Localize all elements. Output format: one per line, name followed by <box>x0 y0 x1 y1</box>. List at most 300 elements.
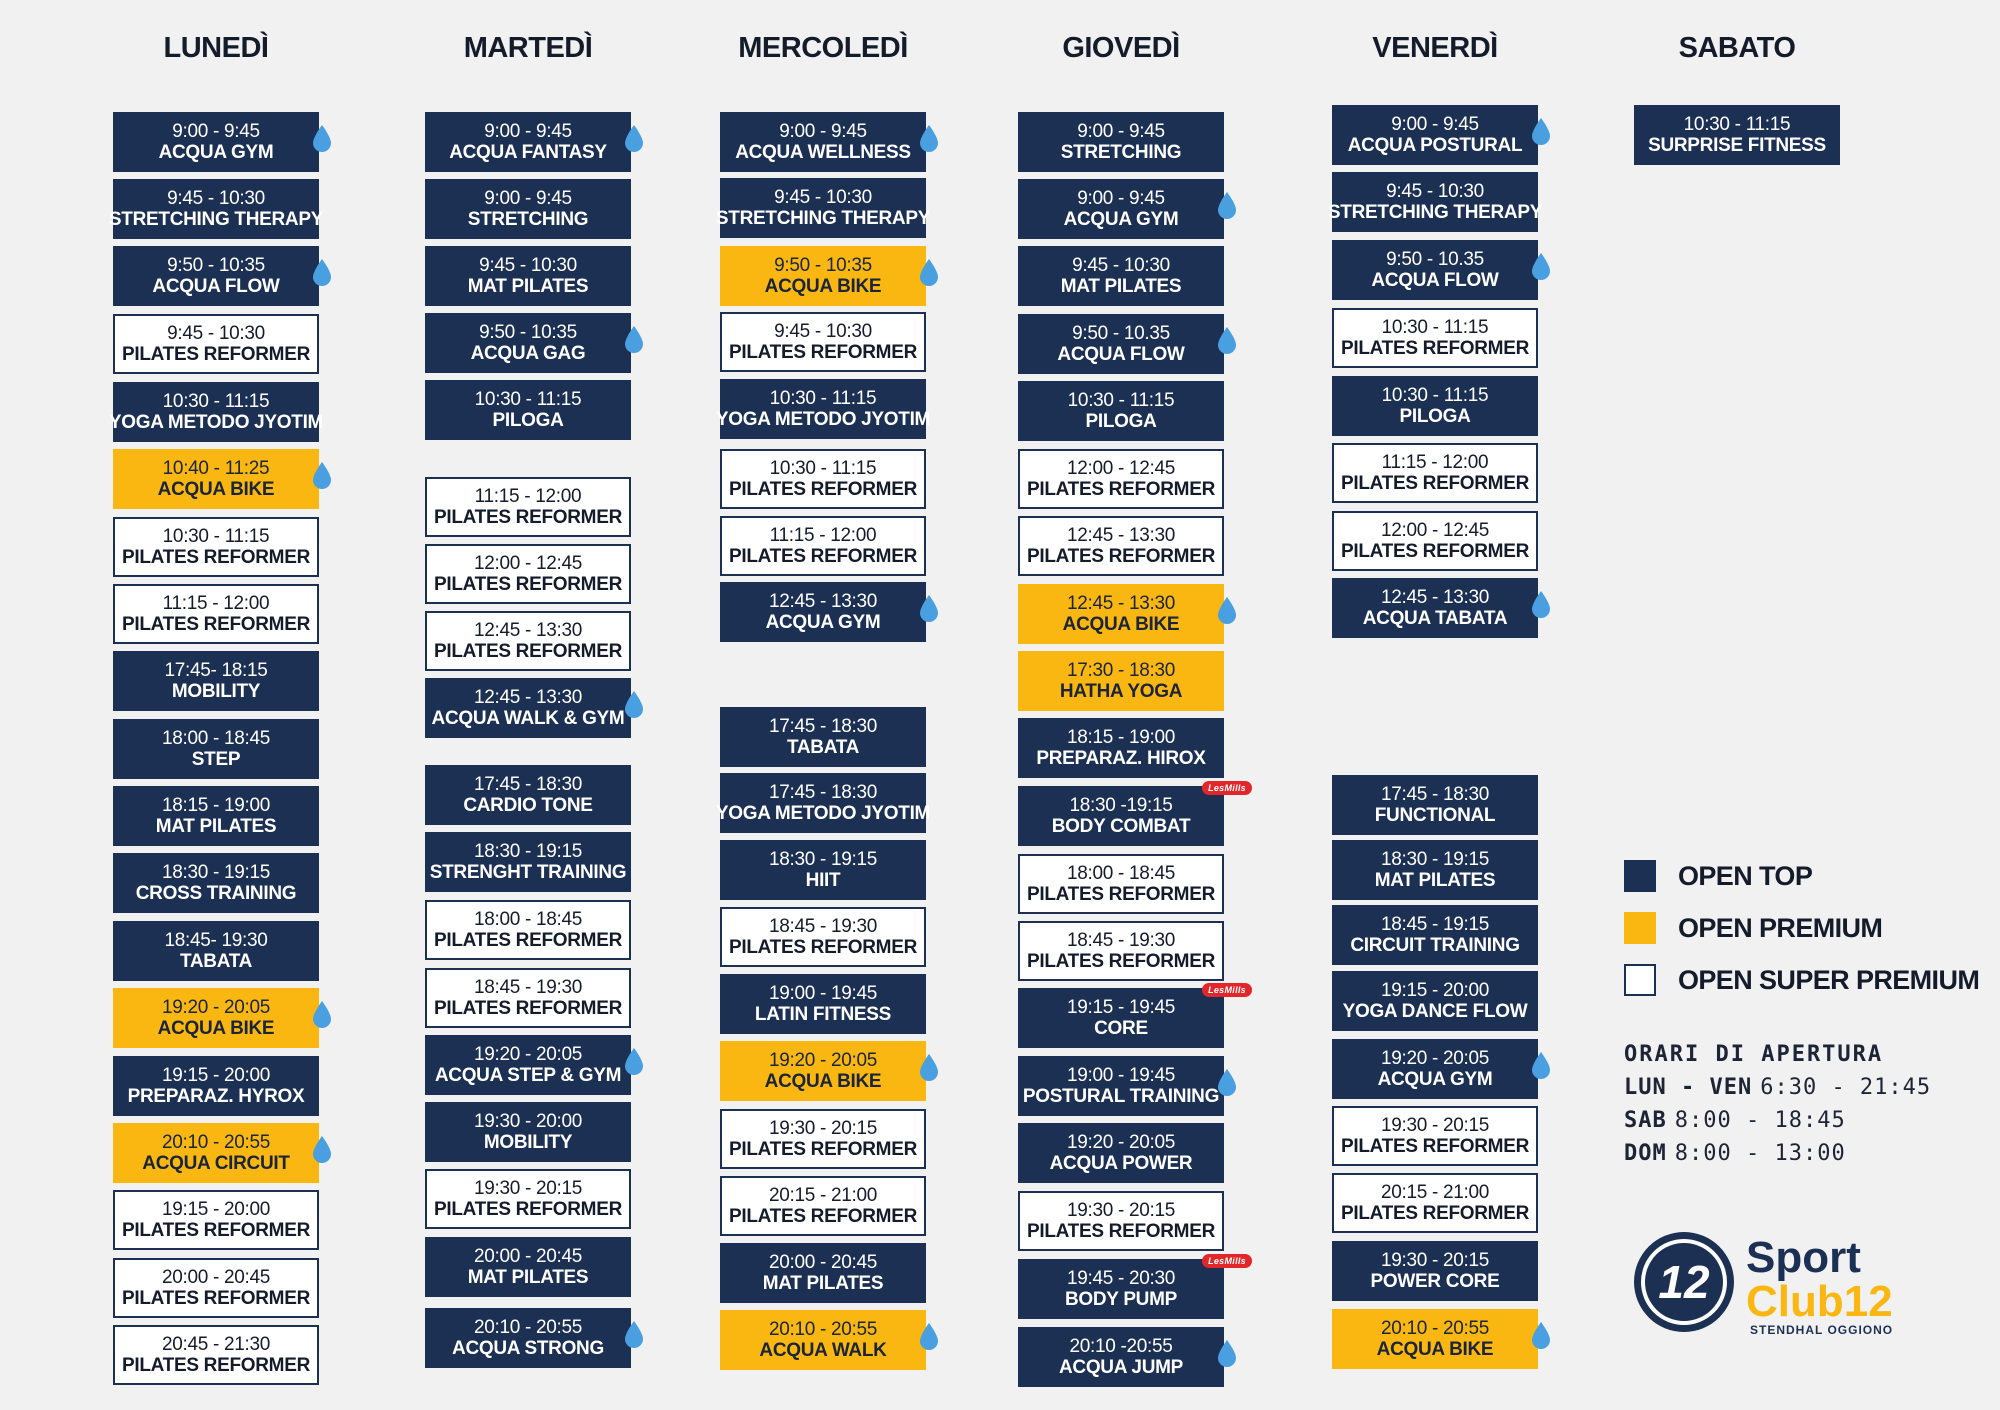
class-time: 18:45 - 19:30 <box>473 976 583 998</box>
class-name: ACQUA BIKE <box>764 276 882 297</box>
class-time: 18:00 - 18:45 <box>1066 862 1176 884</box>
class-card <box>1332 376 1538 436</box>
class-name: STRETCHING THERAPY <box>108 209 324 230</box>
water-drop-icon <box>918 258 940 288</box>
class-card <box>113 517 319 577</box>
class-card <box>1018 1256 1246 1319</box>
sport-club12-logo <box>1628 1222 1918 1342</box>
class-name: PILOGA <box>492 410 564 431</box>
class-card <box>425 380 631 440</box>
class-time: 19:20 - 20:05 <box>1380 1047 1490 1069</box>
class-card <box>113 1056 319 1116</box>
class-card <box>1018 516 1224 576</box>
logo-line1: Sport <box>1746 1233 1861 1282</box>
class-card <box>1332 443 1538 503</box>
class-name: PILATES REFORMER <box>433 1199 623 1220</box>
class-time: 20:15 - 21:00 <box>1380 1181 1490 1203</box>
class-time: 19:15 - 19:45 <box>1066 996 1176 1018</box>
class-time: 19:30 - 20:15 <box>1380 1249 1490 1271</box>
class-name: ACQUA BIKE <box>764 1071 882 1092</box>
class-card <box>720 112 926 172</box>
day-column-mercoledi <box>715 0 931 1410</box>
legend-open-top <box>1624 860 1812 892</box>
class-time: 10:30 - 11:15 <box>1381 384 1489 406</box>
class-time: 19:30 - 20:00 <box>473 1110 583 1132</box>
class-name: PILATES REFORMER <box>121 344 311 365</box>
class-name: STRETCHING THERAPY <box>715 208 931 229</box>
water-drop-icon <box>311 1000 333 1030</box>
class-name: ACQUA POSTURAL <box>1347 135 1523 156</box>
day-column-sabato <box>1634 0 1840 1410</box>
legend-open-super-premium <box>1624 964 1979 996</box>
water-drop-icon <box>623 1320 645 1350</box>
class-name: STEP <box>191 749 241 770</box>
class-time: 17:45 - 18:30 <box>768 715 878 737</box>
water-drop-icon <box>623 1047 645 1077</box>
class-time: 9:45 - 10:30 <box>167 322 265 344</box>
class-card <box>1018 985 1246 1048</box>
class-card <box>425 179 631 239</box>
class-card <box>1327 172 1543 232</box>
class-time: 9:00 - 9:45 <box>172 120 260 142</box>
water-drop-icon <box>311 258 333 288</box>
class-card <box>425 477 631 537</box>
class-card <box>108 382 324 442</box>
class-name: MAT PILATES <box>762 1273 884 1294</box>
legend-open-premium <box>1624 912 1882 944</box>
class-card <box>1018 179 1224 239</box>
water-drop-icon <box>1530 1321 1552 1351</box>
class-name: STRETCHING <box>467 209 589 230</box>
class-card <box>1018 381 1224 441</box>
legend-swatch <box>1624 912 1656 944</box>
class-card <box>425 313 631 373</box>
logo-number: 12 <box>1658 1256 1710 1308</box>
class-name: PILATES REFORMER <box>1026 546 1216 567</box>
class-time: 12:00 - 12:45 <box>1066 457 1176 479</box>
class-card <box>1332 1241 1538 1301</box>
class-time: 11:15 - 12:00 <box>1381 451 1489 473</box>
class-card <box>425 544 631 604</box>
class-card <box>113 1258 319 1318</box>
logo-line2: Club12 <box>1746 1277 1893 1326</box>
class-time: 12:45 - 13:30 <box>768 590 878 612</box>
water-drop-icon <box>1216 1068 1238 1098</box>
class-name: ACQUA FLOW <box>1057 344 1185 365</box>
class-card <box>113 314 319 374</box>
class-time: 19:00 - 19:45 <box>768 982 878 1004</box>
class-time: 19:30 - 20:15 <box>473 1177 583 1199</box>
class-name: POSTURAL TRAINING <box>1022 1086 1220 1107</box>
class-time: 11:15 - 12:00 <box>769 524 877 546</box>
class-time: 10:30 - 11:15 <box>769 387 877 409</box>
class-name: PREPARAZ. HYROX <box>127 1086 305 1107</box>
class-card <box>1634 105 1840 165</box>
class-name: MOBILITY <box>483 1132 573 1153</box>
class-card <box>1018 921 1224 981</box>
class-name: PILATES REFORMER <box>1026 951 1216 972</box>
water-drop-icon <box>623 124 645 154</box>
class-card <box>1018 314 1224 374</box>
class-card <box>1018 783 1246 846</box>
class-card <box>425 1035 631 1095</box>
class-name: ACQUA FLOW <box>1371 270 1499 291</box>
class-time: 17:45 - 18:30 <box>473 773 583 795</box>
opening-hours <box>1624 1042 1931 1174</box>
class-name: MOBILITY <box>171 681 261 702</box>
class-time: 9:00 - 9:45 <box>484 120 572 142</box>
hours-days: LUN - VEN <box>1624 1075 1753 1100</box>
class-time: 20:00 - 20:45 <box>473 1245 583 1267</box>
water-drop-icon <box>1216 596 1238 626</box>
class-name: ACQUA GYM <box>158 142 274 163</box>
class-card <box>720 246 926 306</box>
class-time: 18:30 - 19:15 <box>473 840 583 862</box>
class-time: 20:10 -20:55 <box>1069 1335 1173 1357</box>
class-name: PILATES REFORMER <box>433 574 623 595</box>
class-card <box>1018 1327 1224 1387</box>
class-time: 17:45- 18:15 <box>164 659 268 681</box>
class-card <box>1332 578 1538 638</box>
class-time: 20:00 - 20:45 <box>161 1266 271 1288</box>
class-time: 18:00 - 18:45 <box>473 908 583 930</box>
day-column-martedi <box>425 0 631 1410</box>
day-heading: SABATO <box>1678 32 1796 64</box>
class-time: 9:45 - 10:30 <box>1386 180 1484 202</box>
class-time: 17:30 - 18:30 <box>1066 659 1176 681</box>
day-column-giovedi <box>1018 0 1246 1410</box>
class-time: 19:30 - 20:15 <box>1380 1114 1490 1136</box>
class-card <box>425 112 631 172</box>
class-card <box>113 112 319 172</box>
class-time: 12:00 - 12:45 <box>1380 519 1490 541</box>
class-card <box>1332 840 1538 900</box>
class-name: ACQUA BIKE <box>157 479 275 500</box>
class-name: PILATES REFORMER <box>1340 1203 1530 1224</box>
class-name: PILATES REFORMER <box>121 614 311 635</box>
class-time: 18:30 - 19:15 <box>768 848 878 870</box>
class-time: 19:45 - 20:30 <box>1066 1267 1176 1289</box>
legend-swatch <box>1624 860 1656 892</box>
class-time: 10:30 - 11:15 <box>474 388 582 410</box>
class-time: 9:00 - 9:45 <box>1077 187 1165 209</box>
day-heading: VENERDÌ <box>1372 32 1498 64</box>
legend-label: OPEN PREMIUM <box>1678 912 1883 943</box>
class-card <box>113 921 319 981</box>
class-name: PILATES REFORMER <box>1340 541 1530 562</box>
class-card <box>720 449 926 509</box>
class-card <box>1018 584 1224 644</box>
class-time: 19:20 - 20:05 <box>161 996 271 1018</box>
class-name: ACQUA JUMP <box>1058 1357 1184 1378</box>
hours-time: 8:00 - 18:45 <box>1674 1108 1846 1133</box>
class-time: 9:45 - 10:30 <box>774 186 872 208</box>
class-name: ACQUA BIKE <box>157 1018 275 1039</box>
class-time: 19:30 - 20:15 <box>768 1117 878 1139</box>
class-name: PILATES REFORMER <box>728 937 918 958</box>
class-card <box>1332 308 1538 368</box>
class-name: STRENGHT TRAINING <box>429 862 627 883</box>
class-card <box>425 900 631 960</box>
class-time: 19:15 - 20:00 <box>1380 979 1490 1001</box>
class-time: 17:45 - 18:30 <box>768 781 878 803</box>
class-name: BODY PUMP <box>1064 1289 1178 1310</box>
class-time: 9:50 - 10.35 <box>1072 322 1170 344</box>
water-drop-icon <box>311 1135 333 1165</box>
class-card <box>1332 1173 1538 1233</box>
opening-hours-row <box>1624 1108 1931 1133</box>
class-card <box>425 968 631 1028</box>
class-name: YOGA METODO JYOTIM <box>715 409 931 430</box>
class-name: LATIN FITNESS <box>754 1004 892 1025</box>
class-card <box>425 1169 631 1229</box>
class-name: PILATES REFORMER <box>728 1139 918 1160</box>
water-drop-icon <box>1530 252 1552 282</box>
class-time: 18:30 - 19:15 <box>1380 848 1490 870</box>
water-drop-icon <box>1530 590 1552 620</box>
class-name: ACQUA POWER <box>1049 1153 1193 1174</box>
class-card <box>425 1237 631 1297</box>
class-name: MAT PILATES <box>155 816 277 837</box>
class-card <box>720 1109 926 1169</box>
class-card <box>720 1041 926 1101</box>
class-name: PILATES REFORMER <box>1340 338 1530 359</box>
class-card <box>720 974 926 1034</box>
class-card <box>113 853 319 913</box>
opening-hours-title: ORARI DI APERTURA <box>1624 1042 1884 1067</box>
class-name: PILATES REFORMER <box>433 641 623 662</box>
class-name: MAT PILATES <box>467 1267 589 1288</box>
class-time: 9:00 - 9:45 <box>779 120 867 142</box>
logo-subtitle: STENDHAL OGGIONO <box>1750 1323 1894 1337</box>
class-card <box>113 786 319 846</box>
class-card <box>113 651 319 711</box>
class-time: 10:30 - 11:15 <box>162 525 270 547</box>
class-name: PILATES REFORMER <box>433 507 623 528</box>
class-time: 19:20 - 20:05 <box>768 1049 878 1071</box>
class-card <box>113 1123 319 1183</box>
class-name: CIRCUIT TRAINING <box>1350 935 1520 956</box>
class-card <box>715 178 931 238</box>
class-card <box>1018 854 1224 914</box>
class-time: 12:45 - 13:30 <box>1066 524 1176 546</box>
class-time: 19:00 - 19:45 <box>1066 1064 1176 1086</box>
class-name: PILATES REFORMER <box>121 1288 311 1309</box>
class-card <box>720 907 926 967</box>
class-name: MAT PILATES <box>1374 870 1496 891</box>
day-heading: GIOVEDÌ <box>1062 32 1180 64</box>
class-card <box>1018 1191 1224 1251</box>
water-drop-icon <box>1216 1339 1238 1369</box>
water-drop-icon <box>1216 191 1238 221</box>
class-time: 18:45 - 19:30 <box>1066 929 1176 951</box>
class-card <box>425 678 631 738</box>
class-time: 9:00 - 9:45 <box>484 187 572 209</box>
class-card <box>720 840 926 900</box>
class-card <box>108 179 324 239</box>
class-time: 18:30 -19:15 <box>1069 794 1173 816</box>
class-time: 12:45 - 13:30 <box>1066 592 1176 614</box>
class-card <box>720 1243 926 1303</box>
class-card <box>113 719 319 779</box>
hours-days: DOM <box>1624 1141 1667 1166</box>
class-name: PILATES REFORMER <box>121 1355 311 1376</box>
class-time: 9:45 - 10:30 <box>1072 254 1170 276</box>
class-time: 10:30 - 11:15 <box>1683 113 1791 135</box>
class-time: 9:50 - 10:35 <box>479 321 577 343</box>
class-time: 20:45 - 21:30 <box>161 1333 271 1355</box>
class-name: CARDIO TONE <box>463 795 593 816</box>
class-name: HATHA YOGA <box>1059 681 1183 702</box>
class-card <box>425 1308 631 1368</box>
class-name: PILATES REFORMER <box>433 930 623 951</box>
class-name: PILATES REFORMER <box>1026 1221 1216 1242</box>
class-time: 18:45- 19:30 <box>164 929 268 951</box>
legend-swatch <box>1624 964 1656 996</box>
class-name: POWER CORE <box>1370 1271 1500 1292</box>
class-name: FUNCTIONAL <box>1374 805 1496 826</box>
class-name: STRETCHING THERAPY <box>1327 202 1543 223</box>
class-time: 20:10 - 20:55 <box>768 1318 878 1340</box>
class-name: ACQUA STRONG <box>452 1338 604 1359</box>
class-time: 19:30 - 20:15 <box>1066 1199 1176 1221</box>
class-name: PILATES REFORMER <box>121 547 311 568</box>
class-name: SURPRISE FITNESS <box>1648 135 1826 156</box>
class-time: 9:45 - 10:30 <box>167 187 265 209</box>
class-time: 10:30 - 11:15 <box>769 457 877 479</box>
lesmills-badge: LesMills <box>1202 1254 1252 1268</box>
class-name: PILATES REFORMER <box>1340 473 1530 494</box>
class-name: PILATES REFORMER <box>1026 884 1216 905</box>
class-name: PREPARAZ. HIROX <box>1036 748 1206 769</box>
class-card <box>720 516 926 576</box>
lesmills-badge: LesMills <box>1202 781 1252 795</box>
class-time: 9:45 - 10:30 <box>774 320 872 342</box>
water-drop-icon <box>311 124 333 154</box>
class-card <box>113 1325 319 1385</box>
class-card <box>1018 246 1224 306</box>
water-drop-icon <box>311 461 333 491</box>
water-drop-icon <box>918 124 940 154</box>
class-card <box>720 1310 926 1370</box>
class-time: 12:45 - 13:30 <box>1380 586 1490 608</box>
class-card <box>425 765 631 825</box>
class-card <box>1332 905 1538 965</box>
opening-hours-row <box>1624 1075 1931 1100</box>
class-name: YOGA DANCE FLOW <box>1342 1001 1528 1022</box>
hours-time: 8:00 - 13:00 <box>1674 1141 1846 1166</box>
day-column-venerdi <box>1327 0 1543 1410</box>
class-time: 18:45 - 19:30 <box>768 915 878 937</box>
class-name: ACQUA WALK & GYM <box>431 708 625 729</box>
class-card <box>1018 651 1224 711</box>
class-name: PILOGA <box>1085 411 1157 432</box>
class-card <box>1332 1039 1538 1099</box>
class-name: ACQUA CIRCUIT <box>142 1153 290 1174</box>
class-card <box>113 584 319 644</box>
class-name: ACQUA GYM <box>765 612 881 633</box>
water-drop-icon <box>918 1053 940 1083</box>
hours-time: 6:30 - 21:45 <box>1760 1075 1932 1100</box>
water-drop-icon <box>1530 1051 1552 1081</box>
class-time: 9:45 - 10:30 <box>479 254 577 276</box>
class-name: YOGA METODO JYOTIM <box>108 412 324 433</box>
opening-hours-row <box>1624 1141 1931 1166</box>
class-card <box>1332 1309 1538 1369</box>
class-time: 12:45 - 13:30 <box>473 619 583 641</box>
class-time: 10:30 - 11:15 <box>1381 316 1489 338</box>
legend-label: OPEN TOP <box>1678 860 1813 891</box>
class-time: 10:30 - 11:15 <box>1067 389 1175 411</box>
legend-label: OPEN SUPER PREMIUM <box>1678 964 1980 995</box>
class-time: 19:15 - 20:00 <box>161 1064 271 1086</box>
class-card <box>425 611 631 671</box>
class-name: TABATA <box>179 951 253 972</box>
class-name: PILATES REFORMER <box>1026 479 1216 500</box>
class-card <box>113 449 319 509</box>
class-name: CROSS TRAINING <box>135 883 297 904</box>
class-name: ACQUA GYM <box>1377 1069 1493 1090</box>
class-time: 17:45 - 18:30 <box>1380 783 1490 805</box>
hours-days: SAB <box>1624 1108 1667 1133</box>
class-name: MAT PILATES <box>1060 276 1182 297</box>
class-card <box>1018 1123 1224 1183</box>
class-card <box>715 773 931 833</box>
class-name: PILATES REFORMER <box>121 1220 311 1241</box>
class-card <box>1332 1106 1538 1166</box>
class-name: PILATES REFORMER <box>1340 1136 1530 1157</box>
class-card <box>715 379 931 439</box>
class-card <box>1018 112 1224 172</box>
class-time: 11:15 - 12:00 <box>474 485 582 507</box>
class-name: ACQUA FANTASY <box>449 142 607 163</box>
class-name: PILOGA <box>1399 406 1471 427</box>
class-name: PILATES REFORMER <box>433 998 623 1019</box>
class-card <box>1332 511 1538 571</box>
class-name: YOGA METODO JYOTIM <box>715 803 931 824</box>
class-time: 12:00 - 12:45 <box>473 552 583 574</box>
class-time: 20:00 - 20:45 <box>768 1251 878 1273</box>
class-name: PILATES REFORMER <box>728 546 918 567</box>
day-heading: MARTEDÌ <box>463 32 593 64</box>
class-card <box>1018 718 1224 778</box>
class-card <box>425 246 631 306</box>
class-time: 20:15 - 21:00 <box>768 1184 878 1206</box>
class-time: 18:00 - 18:45 <box>161 727 271 749</box>
class-time: 18:30 - 19:15 <box>161 861 271 883</box>
class-time: 9:50 - 10:35 <box>774 254 872 276</box>
class-name: ACQUA WELLNESS <box>735 142 911 163</box>
day-heading: MERCOLEDÌ <box>738 32 908 64</box>
class-name: ACQUA WALK <box>759 1340 887 1361</box>
class-card <box>425 1102 631 1162</box>
class-card <box>720 582 926 642</box>
class-card <box>720 1176 926 1236</box>
lesmills-badge: LesMills <box>1202 983 1252 997</box>
class-name: STRETCHING <box>1060 142 1182 163</box>
class-time: 9:50 - 10.35 <box>1386 248 1484 270</box>
class-time: 19:20 - 20:05 <box>1066 1131 1176 1153</box>
class-name: ACQUA GYM <box>1063 209 1179 230</box>
class-name: ACQUA BIKE <box>1376 1339 1494 1360</box>
class-name: BODY COMBAT <box>1051 816 1191 837</box>
class-card <box>425 832 631 892</box>
water-drop-icon <box>623 325 645 355</box>
class-card <box>1332 240 1538 300</box>
class-time: 20:10 - 20:55 <box>161 1131 271 1153</box>
class-card <box>1332 775 1538 835</box>
class-name: HIIT <box>805 870 841 891</box>
